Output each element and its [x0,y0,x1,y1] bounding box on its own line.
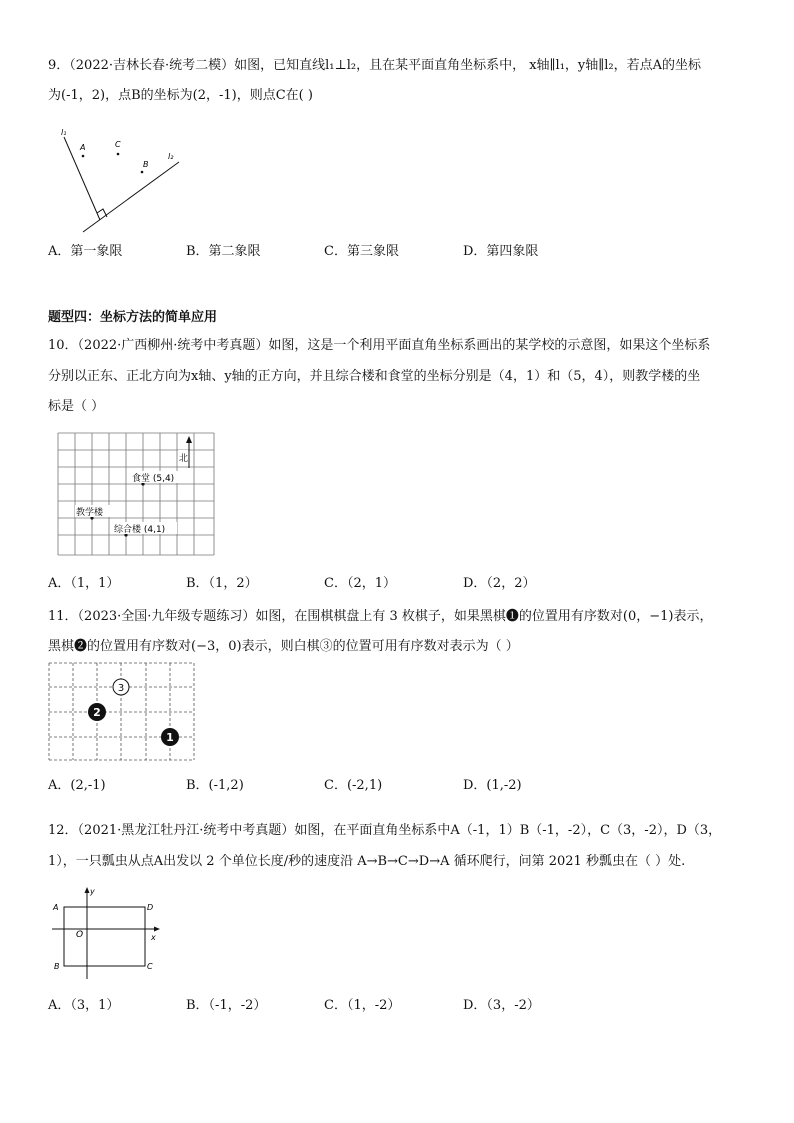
q10-option-d: D．（2，2） [463,576,536,591]
q12-coordinate-figure [50,885,175,980]
q12-label-A: A [53,903,59,912]
q10-option-a: A．（1，1） [48,576,120,591]
q10-option-b: B．（1，2） [186,576,258,591]
q11-option-b: B．(-1,2) [186,778,244,793]
q9-text-line2: 为(-1，2)，点B的坐标为(2，-1)，则点C在( ) [48,88,313,103]
q9-point-B [141,171,144,174]
q10-option-c: C．（2，1） [324,576,396,591]
q11-stone-2-label: 2 [93,706,101,719]
q12-label-D: D [147,903,154,912]
q10-text-line2: 分别以正东、正北方向为x轴、y轴的正方向，并且综合楼和食堂的坐标分别是（4，1）和（5，4），则教学楼的坐 [48,369,701,384]
q12-text-line2: 1），一只瓢虫从点A出发以 2 个单位长度/秒的速度沿 A→B→C→D→A 循环爬行，问第 2021 秒瓢虫在（ ）处. [48,854,686,869]
q12-label-C: C [147,962,153,971]
q9-option-a: A．第一象限 [48,244,123,259]
q12-label-x: x [151,933,156,942]
q12-option-b: B．（-1，-2） [186,998,267,1013]
q9-option-b: B．第二象限 [186,244,261,259]
q11-option-a: A．(2,-1) [48,778,106,793]
q11-stone-3-label: 3 [117,683,125,694]
q10-complex-label: 综合楼 (4,1) [114,525,166,535]
q12-x-axis [52,927,160,932]
q9-point-C [117,153,120,156]
q11-stone-1-label: 1 [166,731,174,744]
q11-option-d: D．(1,-2) [463,778,522,793]
q11-option-c: C．(-2,1) [324,778,383,793]
q12-label-O: O [76,930,84,940]
q12-label-B: B [54,962,60,971]
q10-text-line1: 10．（2022·广西柳州·统考中考真题）如图，这是一个利用平面直角坐标系画出的某学校的示意图，如果这个坐标系 [48,338,711,353]
q10-north-label: 北 [179,454,189,464]
q11-text-line2: 黑棋❷的位置用有序数对(−3，0)表示，则白棋③的位置可用有序数对表示为（ ） [48,639,519,654]
q10-canteen-label: 食堂 (5,4) [132,474,175,484]
q9-figure [55,125,190,235]
q9-label-C: C [115,140,121,149]
q9-option-d: D．第四象限 [463,244,539,259]
q9-option-c: C．第三象限 [324,244,399,259]
q9-label-l2: l₂ [168,152,174,161]
q9-label-l1: l₁ [61,128,67,137]
q11-go-board [48,662,198,764]
q9-text-line1: 9．（2022·吉林长春·统考二模）如图，已知直线l₁⊥l₂，且在某平面直角坐标系中， x轴∥l₁，y轴∥l₂，若点A的坐标 [48,58,702,73]
q10-grid [58,433,214,555]
q12-y-axis [85,887,90,979]
q12-option-d: D．（3，-2） [463,998,540,1013]
q9-label-B: B [143,160,149,169]
q9-label-A: A [80,143,86,152]
section-title: 题型四：坐标方法的简单应用 [48,310,218,325]
q11-text-line1: 11．（2023·全国·九年级专题练习）如图，在围棋棋盘上有 3 枚棋子，如果黑棋❶的位置用有序数对(0，−1)表示， [48,609,713,624]
q10-school-map [57,432,217,558]
q10-text-line3: 标是（ ） [48,399,105,414]
q12-text-line1: 12．（2021·黑龙江牡丹江·统考中考真题）如图，在平面直角坐标系中A（-1，1）B（-1，-2），C（3，-2），D（3， [48,823,722,838]
q12-label-y: y [90,887,95,896]
q12-option-a: A．（3，1） [48,998,120,1013]
q10-teaching-label: 教学楼 [76,508,104,518]
q12-option-c: C．（1，-2） [324,998,401,1013]
q9-point-A [82,155,85,158]
q9-line-l2 [83,162,179,232]
